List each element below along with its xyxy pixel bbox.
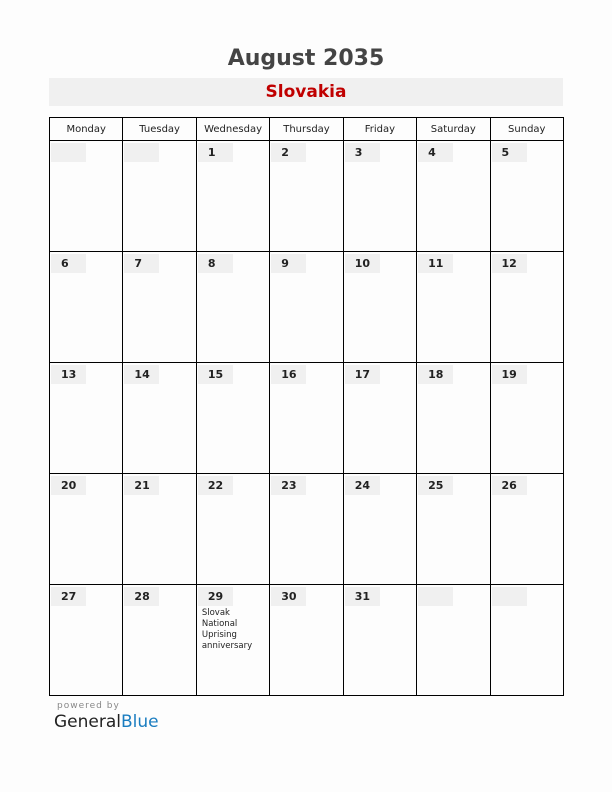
weekday-header: Wednesday <box>196 118 269 141</box>
day-number: 5 <box>492 143 527 162</box>
day-number: 26 <box>492 476 527 495</box>
day-cell <box>123 141 196 252</box>
day-number: 15 <box>198 365 233 384</box>
day-cell <box>196 252 269 363</box>
day-number: 3 <box>345 143 380 162</box>
day-number: 16 <box>271 365 306 384</box>
day-cell <box>270 252 343 363</box>
day-number: 4 <box>418 143 453 162</box>
day-number <box>124 143 159 162</box>
day-cell <box>196 585 269 696</box>
weekday-header: Saturday <box>417 118 490 141</box>
day-number: 13 <box>51 365 86 384</box>
day-cell <box>50 474 123 585</box>
holiday-event: Slovak National Uprising anniversary <box>201 608 253 651</box>
day-number: 12 <box>492 254 527 273</box>
day-cell <box>490 585 563 696</box>
day-number: 27 <box>51 587 86 606</box>
brand-blue: Blue <box>121 712 159 732</box>
day-cell <box>50 252 123 363</box>
day-cell <box>50 363 123 474</box>
calendar-grid <box>49 117 564 696</box>
day-number: 25 <box>418 476 453 495</box>
day-cell <box>490 141 563 252</box>
day-number: 2 <box>271 143 306 162</box>
day-number <box>51 143 86 162</box>
day-cell <box>196 474 269 585</box>
weekday-header: Friday <box>343 118 416 141</box>
day-number: 17 <box>345 365 380 384</box>
day-cell <box>123 474 196 585</box>
day-number: 8 <box>198 254 233 273</box>
day-cell <box>196 141 269 252</box>
day-number: 28 <box>124 587 159 606</box>
day-number: 24 <box>345 476 380 495</box>
weekday-header: Monday <box>50 118 123 141</box>
day-cell <box>123 363 196 474</box>
country-banner: Slovakia <box>49 78 563 106</box>
day-number: 23 <box>271 476 306 495</box>
day-number: 7 <box>124 254 159 273</box>
day-cell <box>490 252 563 363</box>
day-cell <box>123 585 196 696</box>
day-cell <box>50 141 123 252</box>
day-number: 22 <box>198 476 233 495</box>
day-cell <box>50 585 123 696</box>
day-number <box>492 587 527 606</box>
day-cell <box>343 363 416 474</box>
day-cell <box>417 252 490 363</box>
day-cell <box>490 363 563 474</box>
day-cell <box>343 252 416 363</box>
weekday-header: Sunday <box>490 118 563 141</box>
day-number: 30 <box>271 587 306 606</box>
day-cell <box>417 363 490 474</box>
day-cell <box>270 363 343 474</box>
day-number: 18 <box>418 365 453 384</box>
day-number: 31 <box>345 587 380 606</box>
day-number: 29 <box>198 587 233 606</box>
day-number: 9 <box>271 254 306 273</box>
day-number: 10 <box>345 254 380 273</box>
week-row <box>50 363 564 474</box>
day-cell <box>417 585 490 696</box>
day-number: 11 <box>418 254 453 273</box>
day-cell <box>343 141 416 252</box>
day-number: 14 <box>124 365 159 384</box>
week-row <box>50 585 564 696</box>
day-cell <box>490 474 563 585</box>
day-number: 6 <box>51 254 86 273</box>
weekday-header: Thursday <box>270 118 343 141</box>
day-number: 19 <box>492 365 527 384</box>
week-row <box>50 141 564 252</box>
day-cell <box>196 363 269 474</box>
day-number: 20 <box>51 476 86 495</box>
day-cell <box>417 474 490 585</box>
day-number: 1 <box>198 143 233 162</box>
page-title: August 2035 <box>227 46 385 71</box>
day-number: 21 <box>124 476 159 495</box>
day-cell <box>123 252 196 363</box>
day-cell <box>343 585 416 696</box>
day-cell <box>343 474 416 585</box>
weekday-header: Tuesday <box>123 118 196 141</box>
brand-general: General <box>54 712 121 732</box>
day-cell <box>417 141 490 252</box>
day-number <box>418 587 453 606</box>
powered-by: powered by <box>57 701 120 711</box>
day-cell <box>270 585 343 696</box>
generalblue-logo[interactable] <box>54 712 159 732</box>
week-row <box>50 474 564 585</box>
day-cell <box>270 141 343 252</box>
day-cell <box>270 474 343 585</box>
week-row <box>50 252 564 363</box>
